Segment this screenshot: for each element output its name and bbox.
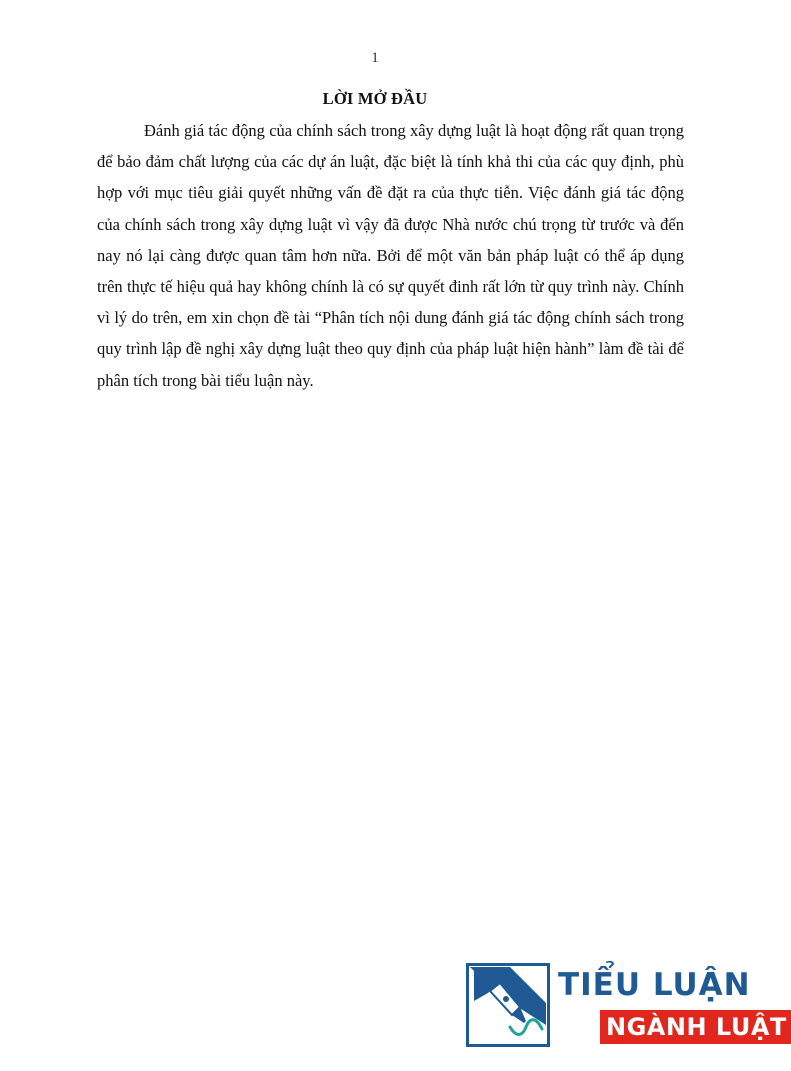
page-title: LỜI MỞ ĐẦU bbox=[322, 89, 428, 108]
logo-text-top: TIỂU LUẬN bbox=[558, 967, 751, 1003]
intro-paragraph: Đánh giá tác động của chính sách trong xây dựng luật là hoạt động rất quan trọng để bảo đảm chất lượng của các dự án luật, đặc biệt là tính khả thi của các quy định, phù hợp với mục tiêu giải quyết những vấn đề đặt ra của thực tiễn. Việc đánh giá tác động của chính sách trong xây dựng luật vì vậy đã được Nhà nước chú trọng từ trước và đến nay nó lại càng được quan tâm hơn nữa. Bởi để một văn bản pháp luật có thể áp dụng trên thực tế hiệu quả hay không chính là có sự quyết đinh rất lớn từ quy trình này. Chính vì lý do trên, em xin chọn đề tài “Phân tích nội dung đánh giá tác động chính sách trong quy trình lập đề nghị xây dựng luật theo quy định của pháp luật hiện hành” làm đề tài để phân tích trong bài tiểu luận này. bbox=[97, 121, 684, 390]
page-number: 1 bbox=[371, 50, 379, 66]
logo-text-bottom: NGÀNH LUẬT bbox=[600, 1010, 791, 1044]
fountain-pen-icon bbox=[466, 963, 550, 1047]
logo bbox=[466, 963, 787, 1049]
